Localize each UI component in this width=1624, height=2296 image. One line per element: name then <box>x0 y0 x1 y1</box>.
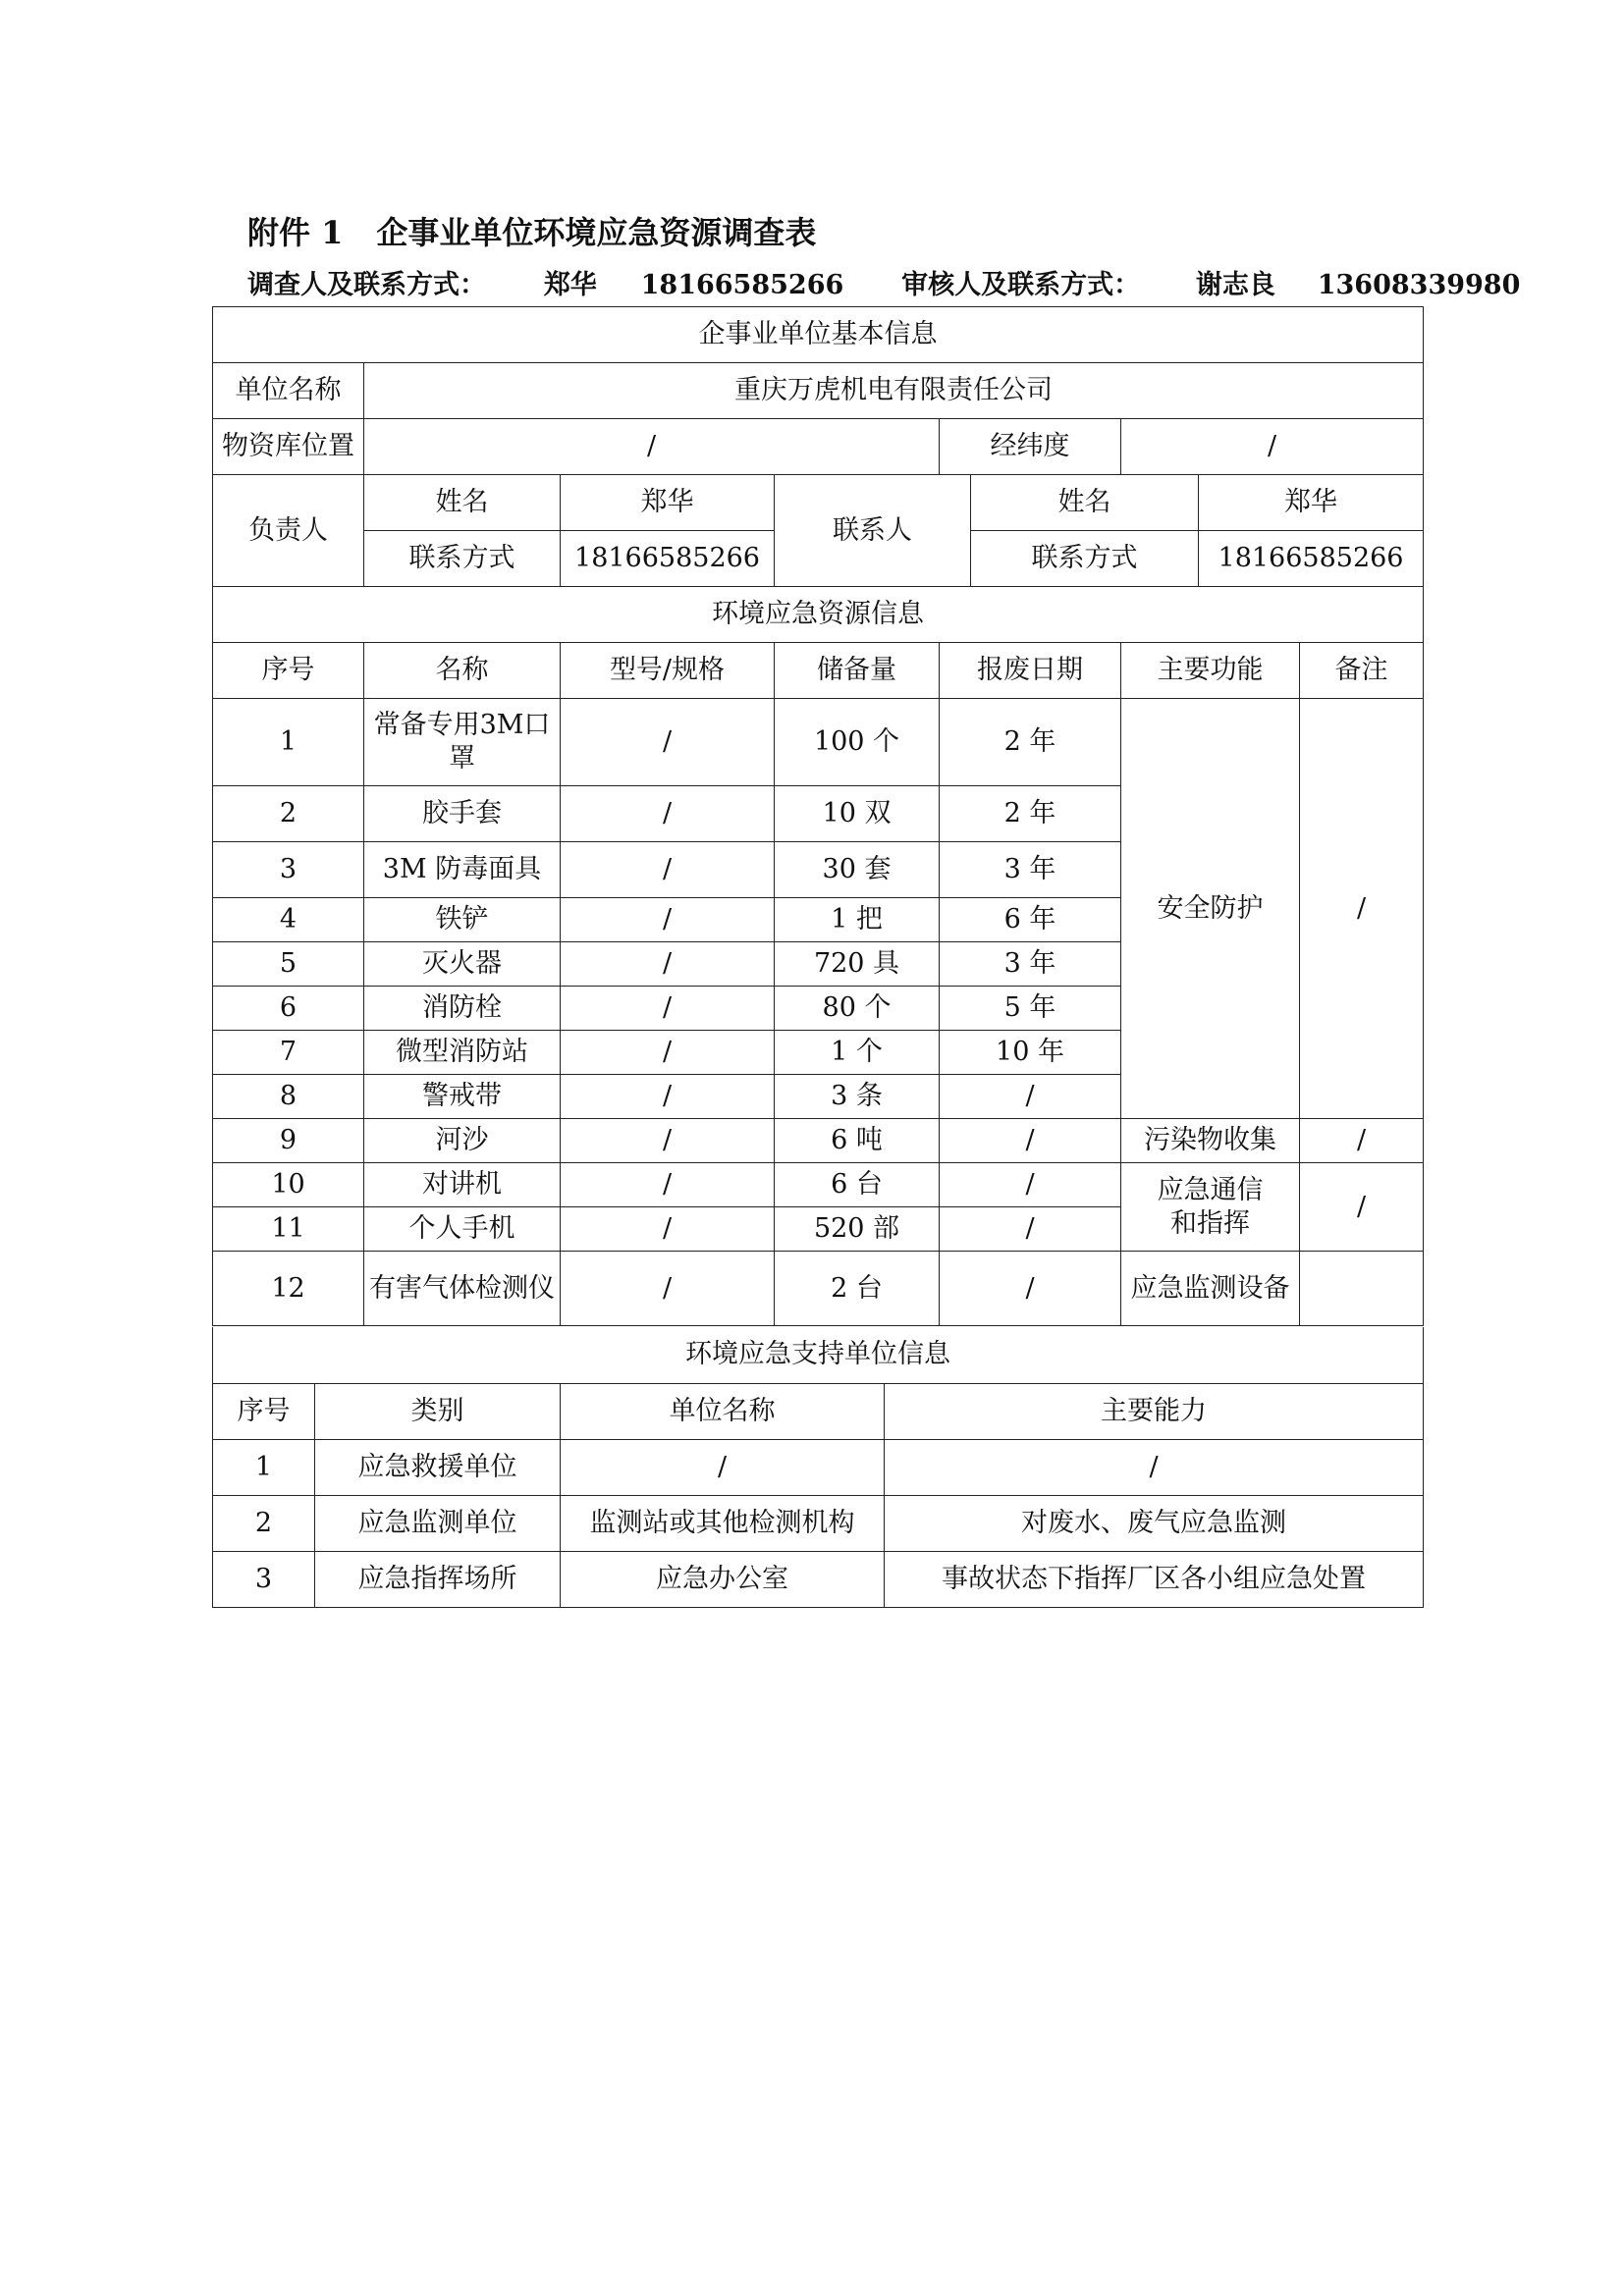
leader-contact-label: 联系方式 <box>364 531 561 587</box>
reviewer-label: 审核人及联系方式： <box>901 270 1141 300</box>
unit-name-label: 单位名称 <box>213 363 364 419</box>
row-qty: 10 双 <box>775 786 940 842</box>
liaison-label: 联系人 <box>775 475 971 587</box>
row-expiry: / <box>940 1075 1121 1119</box>
liaison-phone: 18166585266 <box>1199 531 1424 587</box>
row-name: 个人手机 <box>364 1207 561 1252</box>
survey-info <box>247 263 1520 301</box>
warehouse-label: 物资库位置 <box>213 419 364 475</box>
row-name: 有害气体检测仪 <box>364 1252 561 1326</box>
row-ability: / <box>885 1439 1424 1495</box>
resource-section-title: 环境应急资源信息 <box>213 587 1424 643</box>
row-qty: 520 部 <box>775 1207 940 1252</box>
header-cell: 类别 <box>315 1383 561 1439</box>
table-row <box>213 1119 1424 1163</box>
row-category: 应急监测单位 <box>315 1495 561 1551</box>
safety-note: / <box>1300 699 1424 1119</box>
header-cell: 储备量 <box>775 643 940 699</box>
row-no: 8 <box>213 1075 364 1119</box>
lnglat-value: / <box>1121 419 1424 475</box>
row-spec: / <box>561 699 775 786</box>
header-cell: 名称 <box>364 643 561 699</box>
row-spec: / <box>561 987 775 1031</box>
row-expiry: 6 年 <box>940 898 1121 942</box>
row-expiry: 5 年 <box>940 987 1121 1031</box>
reviewer-name: 谢志良 <box>1195 270 1275 300</box>
document-title <box>247 208 816 253</box>
header-cell: 型号/规格 <box>561 643 775 699</box>
resource-header-row <box>213 643 1424 699</box>
row-name: 3M 防毒面具 <box>364 842 561 898</box>
row-qty: 6 吨 <box>775 1119 940 1163</box>
row-unit: 监测站或其他检测机构 <box>561 1495 885 1551</box>
table-row <box>213 1551 1424 1607</box>
header-cell: 序号 <box>213 1383 315 1439</box>
header-cell: 备注 <box>1300 643 1424 699</box>
header-cell: 序号 <box>213 643 364 699</box>
row-spec: / <box>561 942 775 987</box>
reviewer-phone: 13608339980 <box>1317 270 1521 300</box>
basic-section-title: 企事业单位基本信息 <box>213 307 1424 363</box>
row-qty: 1 个 <box>775 1031 940 1075</box>
header-cell: 单位名称 <box>561 1383 885 1439</box>
table-row <box>213 1252 1424 1326</box>
row-unit: 应急办公室 <box>561 1551 885 1607</box>
liaison-contact-label: 联系方式 <box>971 531 1199 587</box>
row-name: 灭火器 <box>364 942 561 987</box>
row-spec: / <box>561 898 775 942</box>
monitor-function: 应急监测设备 <box>1121 1252 1300 1326</box>
attachment-label: 附件 1 <box>247 214 344 251</box>
row-name: 常备专用3M口罩 <box>364 699 561 786</box>
row-name: 消防栓 <box>364 987 561 1031</box>
row-no: 4 <box>213 898 364 942</box>
support-info-table <box>212 1327 1424 1608</box>
row-name: 警戒带 <box>364 1075 561 1119</box>
row-no: 1 <box>213 699 364 786</box>
row-category: 应急指挥场所 <box>315 1551 561 1607</box>
row-ability: 事故状态下指挥厂区各小组应急处置 <box>885 1551 1424 1607</box>
row-no: 1 <box>213 1439 315 1495</box>
row-name: 胶手套 <box>364 786 561 842</box>
row-name: 铁铲 <box>364 898 561 942</box>
row-no: 2 <box>213 1495 315 1551</box>
row-expiry: 3 年 <box>940 842 1121 898</box>
row-spec: / <box>561 1252 775 1326</box>
lnglat-label: 经纬度 <box>940 419 1121 475</box>
row-spec: / <box>561 1075 775 1119</box>
leader-label: 负责人 <box>213 475 364 587</box>
row-expiry: 3 年 <box>940 942 1121 987</box>
support-header-row <box>213 1383 1424 1439</box>
row-ability: 对废水、废气应急监测 <box>885 1495 1424 1551</box>
surveyor-label: 调查人及联系方式： <box>247 270 486 300</box>
row-expiry: / <box>940 1163 1121 1207</box>
row-no: 3 <box>213 842 364 898</box>
row-spec: / <box>561 1119 775 1163</box>
unit-name-value: 重庆万虎机电有限责任公司 <box>364 363 1424 419</box>
table-row <box>213 1495 1424 1551</box>
row-name: 河沙 <box>364 1119 561 1163</box>
monitor-note <box>1300 1252 1424 1326</box>
row-name: 微型消防站 <box>364 1031 561 1075</box>
surveyor-phone: 18166585266 <box>640 270 844 300</box>
row-qty: 6 台 <box>775 1163 940 1207</box>
table-row <box>213 699 1424 786</box>
row-expiry: / <box>940 1207 1121 1252</box>
resource-survey-table <box>212 306 1424 475</box>
header-cell: 报废日期 <box>940 643 1121 699</box>
row-qty: 720 具 <box>775 942 940 987</box>
collection-function: 污染物收集 <box>1121 1119 1300 1163</box>
comm-note: / <box>1300 1163 1424 1252</box>
safety-function: 安全防护 <box>1121 699 1300 1119</box>
row-name: 对讲机 <box>364 1163 561 1207</box>
row-expiry: 10 年 <box>940 1031 1121 1075</box>
header-cell: 主要能力 <box>885 1383 1424 1439</box>
row-no: 10 <box>213 1163 364 1207</box>
row-qty: 3 条 <box>775 1075 940 1119</box>
support-section-title: 环境应急支持单位信息 <box>213 1327 1424 1383</box>
row-spec: / <box>561 1163 775 1207</box>
resource-info-table <box>212 586 1424 1326</box>
row-qty: 2 台 <box>775 1252 940 1326</box>
row-spec: / <box>561 842 775 898</box>
collection-note: / <box>1300 1119 1424 1163</box>
row-no: 2 <box>213 786 364 842</box>
table-row <box>213 1163 1424 1207</box>
surveyor-name: 郑华 <box>543 270 597 300</box>
row-qty: 30 套 <box>775 842 940 898</box>
row-spec: / <box>561 1207 775 1252</box>
liaison-name-label: 姓名 <box>971 475 1199 531</box>
row-unit: / <box>561 1439 885 1495</box>
row-expiry: 2 年 <box>940 786 1121 842</box>
row-expiry: 2 年 <box>940 699 1121 786</box>
row-no: 6 <box>213 987 364 1031</box>
table-row <box>213 1439 1424 1495</box>
row-spec: / <box>561 1031 775 1075</box>
row-spec: / <box>561 786 775 842</box>
row-no: 7 <box>213 1031 364 1075</box>
title-text: 企事业单位环境应急资源调查表 <box>376 214 817 251</box>
basic-info-table <box>212 474 1424 587</box>
row-expiry: / <box>940 1252 1121 1326</box>
row-expiry: / <box>940 1119 1121 1163</box>
row-no: 9 <box>213 1119 364 1163</box>
warehouse-value: / <box>364 419 940 475</box>
row-qty: 100 个 <box>775 699 940 786</box>
row-no: 3 <box>213 1551 315 1607</box>
row-no: 11 <box>213 1207 364 1252</box>
row-qty: 1 把 <box>775 898 940 942</box>
leader-phone: 18166585266 <box>561 531 775 587</box>
row-qty: 80 个 <box>775 987 940 1031</box>
row-category: 应急救援单位 <box>315 1439 561 1495</box>
leader-name-label: 姓名 <box>364 475 561 531</box>
leader-name: 郑华 <box>561 475 775 531</box>
header-cell: 主要功能 <box>1121 643 1300 699</box>
comm-function: 应急通信和指挥 <box>1121 1163 1300 1252</box>
row-no: 12 <box>213 1252 364 1326</box>
row-no: 5 <box>213 942 364 987</box>
liaison-name: 郑华 <box>1199 475 1424 531</box>
